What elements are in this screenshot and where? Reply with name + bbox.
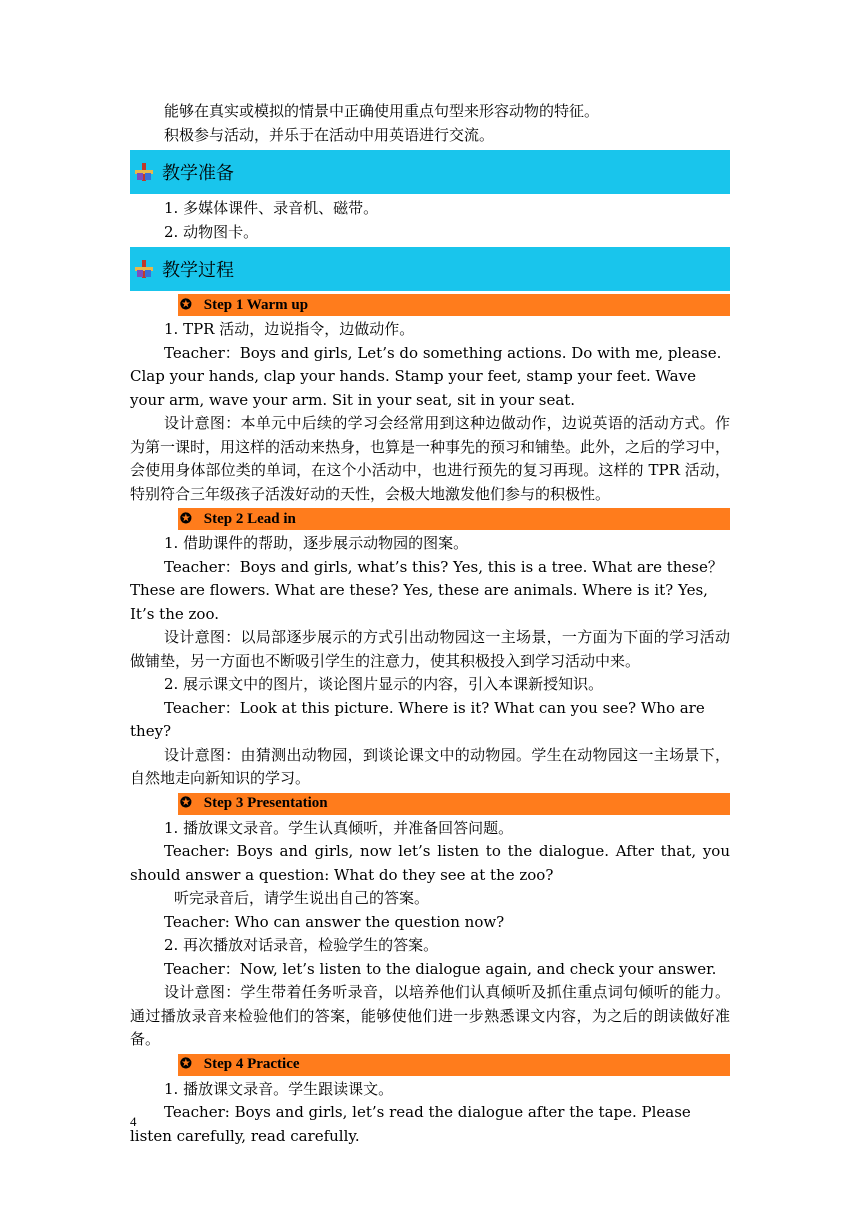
paragraph: Teacher: Boys and girls, let’s read the dialogue after the tape. Please listen carefully, read carefully. — [130, 1103, 691, 1145]
star-bullet-icon: ✪ — [180, 511, 192, 527]
paragraph: 设计意图：由猜测出动物园，到谈论课文中的动物园。学生在动物园这一主场景下，自然地走向新知识的学习。 — [130, 745, 730, 787]
paragraph: 1. 借助课件的帮助，逐步展示动物园的图案。 — [164, 534, 469, 552]
prep-item-1: 1. 多媒体课件、录音机、磁带。 — [164, 199, 379, 217]
paragraph: 2. 再次播放对话录音，检验学生的答案。 — [164, 936, 439, 954]
paragraph: 1. 播放课文录音。学生跟读课文。 — [164, 1079, 394, 1098]
paragraph: Teacher：Look at this picture. Where is it? What can you see? Who are they? — [130, 698, 705, 740]
paragraph: Teacher：Boys and girls, Let’s do something actions. Do with me, please. Clap your hands, clap your hands. Stamp your feet, stamp your feet. Wave your arm, wave your arm. Sit in your seat, sit in your seat. — [130, 343, 722, 409]
section-title: 教学准备 — [162, 163, 234, 184]
document-page — [130, 100, 730, 1148]
paragraph: Teacher: Who can answer the question now? — [164, 912, 505, 931]
intro-line-2: 积极参与活动，并乐于在活动中用英语进行交流。 — [164, 125, 495, 144]
paragraph: 设计意图：本单元中后续的学习会经常用到这种边做动作，边说英语的活动方式。作为第一课时，用这样的活动来热身，也算是一种事先的预习和铺垫。此外，之后的学习中，会使用身体部位类的单词，在这个小活动中，也进行预先的复习再现。这样的 TPR 活动，特别符合三年级孩子活泼好动的天性，会极大地激发他们参与的积极性。 — [130, 414, 731, 503]
step-heading-4 — [178, 1054, 730, 1076]
section-heading-process — [130, 247, 730, 291]
paragraph: Teacher：Now, let’s listen to the dialogue again, and check your answer. — [164, 959, 717, 978]
section-heading-prep — [130, 150, 730, 194]
section-title: 教学过程 — [162, 260, 234, 281]
paragraph: 1. 播放课文录音。学生认真倾听，并准备回答问题。 — [164, 818, 514, 837]
document-icon — [134, 162, 154, 182]
step-heading-1 — [178, 294, 730, 316]
paragraph: 听完录音后，请学生说出自己的答案。 — [174, 889, 430, 907]
step-title: Step 4 Practice — [203, 1056, 300, 1072]
star-bullet-icon: ✪ — [180, 796, 192, 811]
step-title: Step 3 Presentation — [203, 795, 328, 811]
step-heading-3 — [178, 793, 730, 815]
step-title: Step 2 Lead in — [203, 510, 296, 527]
prep-item-2: 2. 动物图卡。 — [164, 222, 259, 241]
intro-line-1: 能够在真实或模拟的情景中正确使用重点句型来形容动物的特征。 — [164, 102, 600, 120]
paragraph: 设计意图：以局部逐步展示的方式引出动物园这一主场景，一方面为下面的学习活动做铺垫，另一方面也不断吸引学生的注意力，使其积极投入到学习活动中来。 — [130, 628, 730, 670]
star-bullet-icon: ✪ — [180, 297, 192, 313]
paragraph: 1. TPR 活动，边说指令，边做动作。 — [164, 320, 415, 338]
step-heading-2 — [178, 508, 730, 530]
paragraph: Teacher：Boys and girls, what’s this? Yes, this is a tree. What are these？These are flowers. What are these? Yes, these are animals. Where is it? Yes, It’s the zoo. — [130, 557, 723, 623]
paragraph: 设计意图：学生带着任务听录音，以培养他们认真倾听及抓住重点词句倾听的能力。通过播放录音来检验他们的答案，能够使他们进一步熟悉课文内容，为之后的朗读做好准备。 — [130, 983, 730, 1048]
paragraph: Teacher: Boys and girls, now let’s listen to the dialogue. After that, you should answer a question: What do they see at the zoo? — [130, 842, 730, 884]
step-title: Step 1 Warm up — [203, 296, 309, 313]
star-bullet-icon: ✪ — [180, 1057, 192, 1072]
page-number: 4 — [130, 1114, 137, 1129]
document-icon — [134, 259, 154, 279]
paragraph: 2. 展示课文中的图片，谈论图片显示的内容，引入本课新授知识。 — [164, 675, 604, 693]
